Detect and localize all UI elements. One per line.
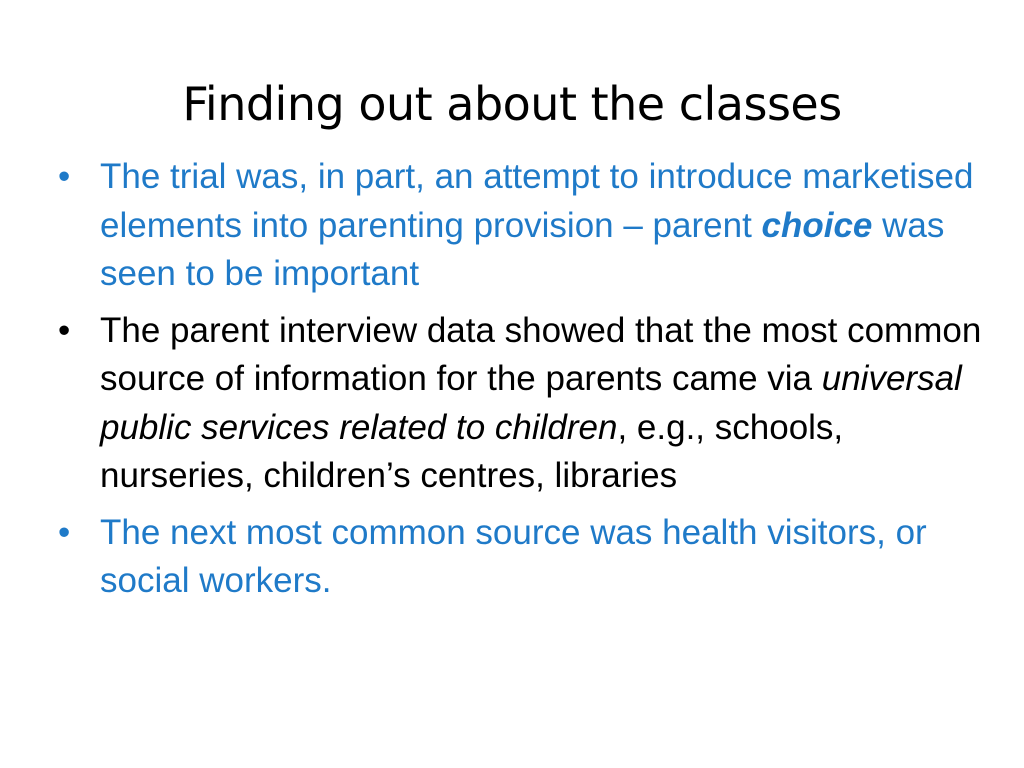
bullet-item-next-source [50, 509, 990, 606]
bullet-emphasis-services: universal public services related to children [100, 359, 962, 447]
bullet-marker: • [58, 157, 71, 196]
bullet-text-post: , e.g., schools, nurseries, children’s centres, libraries [100, 407, 844, 495]
bullet-text-pre: The trial was, in part, an attempt to introduce marketised elements into parenting provision – parent [100, 157, 974, 245]
bullet-text-pre: The parent interview data showed that the most common source of information for the parents came via [100, 310, 982, 398]
bullet-list [50, 153, 990, 614]
bullet-marker: • [58, 512, 71, 552]
bullet-emphasis-choice: choice [761, 205, 873, 245]
bullet-marker: • [58, 310, 71, 350]
bullet-item-interview-data [50, 307, 990, 501]
bullet-text: The next most common source was health visitors, or social workers. [100, 512, 927, 600]
slide-title: Finding out about the classes [182, 77, 842, 131]
bullet-item-trial [50, 153, 990, 299]
bullet-text-post: was seen to be important [100, 205, 945, 293]
